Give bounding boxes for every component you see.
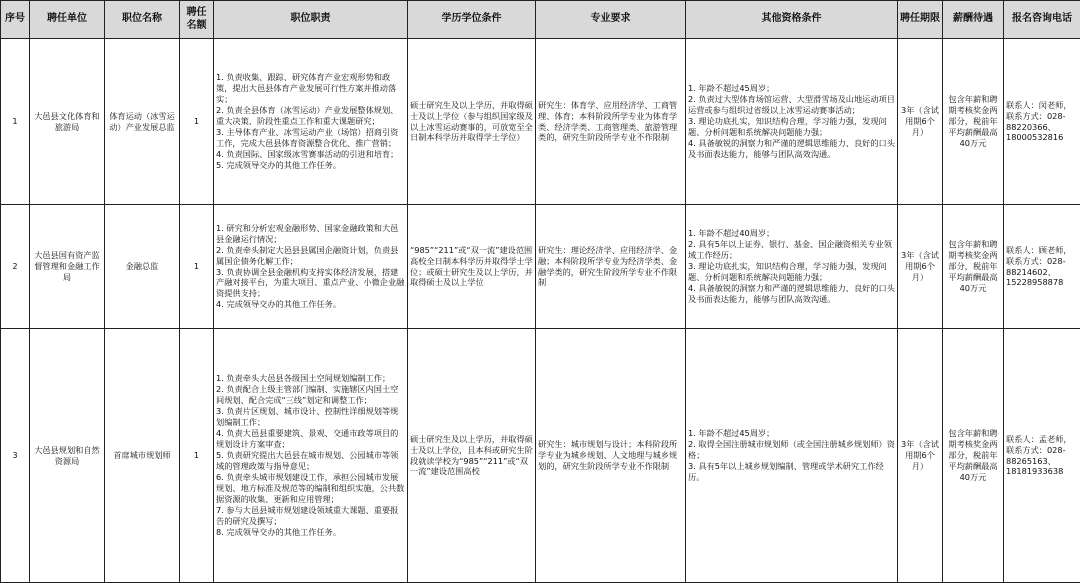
header-education: 学历学位条件 bbox=[408, 1, 536, 39]
duty-item: 3. 负责协调全县金融机构支持实体经济发展，搭建产融对接平台，为重大项目、重点产业、小微企业融资提供支持； bbox=[216, 267, 405, 300]
header-unit: 聘任单位 bbox=[30, 1, 105, 39]
other-item: 1. 年龄不超过40周岁； bbox=[688, 228, 895, 239]
row-salary: 包含年薪和聘期考核奖金两部分，税前年平均薪酬最高40万元 bbox=[943, 329, 1004, 583]
row-position: 金融总监 bbox=[105, 205, 180, 329]
row-duties bbox=[214, 205, 408, 329]
other-item: 2. 取得全国注册城市规划师（或全国注册城乡规划师）资格； bbox=[688, 439, 895, 461]
table-row bbox=[1, 205, 1080, 329]
header-position: 职位名称 bbox=[105, 1, 180, 39]
duty-item: 6. 负责牵头城市规划建设工作，承担公园城市发展规划、地方标准及规范等的编制和组织实施，公共数据资源的收集、更新和应用管理； bbox=[216, 472, 405, 505]
row-contact: 联系人：顾老师，联系方式：028-88214602、15228958878 bbox=[1004, 205, 1080, 329]
row-quota: 1 bbox=[180, 39, 214, 205]
other-item: 4. 具备敏锐的洞察力和严谨的逻辑思维能力、良好的口头及书面表达能力，能够与团队高效沟通。 bbox=[688, 283, 895, 305]
row-education: “985”“211”或“双一流”建设范围高校全日制本科学历并取得学士学位；或硕士研究生及以上学历，并取得硕士及以上学位 bbox=[408, 205, 536, 329]
row-duties bbox=[214, 39, 408, 205]
header-quota: 聘任名额 bbox=[180, 1, 214, 39]
row-quota: 1 bbox=[180, 329, 214, 583]
row-other bbox=[686, 329, 898, 583]
other-item: 1. 年龄不超过45周岁； bbox=[688, 428, 895, 439]
header-major: 专业要求 bbox=[536, 1, 686, 39]
row-contact: 联系人：闵老师，联系方式：028-88220366、18000532816 bbox=[1004, 39, 1080, 205]
header-no: 序号 bbox=[1, 1, 30, 39]
other-item: 4. 具备敏锐的洞察力和严谨的逻辑思维能力、良好的口头及书面表达能力，能够与团队高效沟通。 bbox=[688, 138, 895, 160]
row-no: 2 bbox=[1, 205, 30, 329]
row-position: 体育运动（冰雪运动）产业发展总监 bbox=[105, 39, 180, 205]
row-term: 3年（含试用期6个月） bbox=[898, 329, 943, 583]
row-term: 3年（含试用期6个月） bbox=[898, 205, 943, 329]
header-duties: 职位职责 bbox=[214, 1, 408, 39]
duty-item: 2. 负责全县体育（冰雪运动）产业发展整体规划、重大决策、阶段性重点工作和重大课题研究； bbox=[216, 105, 405, 127]
row-no: 1 bbox=[1, 39, 30, 205]
other-item: 1. 年龄不超过45周岁； bbox=[688, 83, 895, 94]
row-unit: 大邑县文化体育和旅游局 bbox=[30, 39, 105, 205]
duty-item: 2. 负责配合上级主管部门编制、实施辖区内国土空间规划、配合完成“三线”划定和调整工作； bbox=[216, 384, 405, 406]
table-row bbox=[1, 329, 1080, 583]
table-row bbox=[1, 39, 1080, 205]
duty-item: 5. 完成领导交办的其他工作任务。 bbox=[216, 160, 405, 171]
header-row bbox=[1, 1, 1080, 39]
other-item: 2. 具有5年以上证券、银行、基金、国企融资相关专业领域工作经历； bbox=[688, 239, 895, 261]
row-position: 首席城市规划师 bbox=[105, 329, 180, 583]
row-education: 硕士研究生及以上学历，并取得硕士及以上学位，且本科或研究生阶段就读学校为“985”“211”或“双一流”建设范围高校 bbox=[408, 329, 536, 583]
row-salary: 包含年薪和聘期考核奖金两部分，税前年平均薪酬最高40万元 bbox=[943, 205, 1004, 329]
row-unit: 大邑县国有资产监督管理和金融工作局 bbox=[30, 205, 105, 329]
row-other bbox=[686, 205, 898, 329]
other-item: 3. 理论功底扎实，知识结构合理，学习能力强，发现问题、分析问题和系统解决问题能力强； bbox=[688, 116, 895, 138]
row-education: 硕士研究生及以上学历，并取得硕士及以上学位（参与组织国家级及以上冰雪运动赛事的，可放宽至全日制本科学历并取得学士学位） bbox=[408, 39, 536, 205]
duty-item: 2. 负责牵头制定大邑县县属国企融资计划，负责县属国企债务化解工作； bbox=[216, 245, 405, 267]
row-major: 研究生：理论经济学、应用经济学、金融；本科阶段所学专业为经济学类、金融学类的，研究生阶段所学专业不作限制 bbox=[536, 205, 686, 329]
row-contact: 联系人：孟老师，联系方式：028-88265163、18181933638 bbox=[1004, 329, 1080, 583]
duty-item: 5. 负责研究提出大邑县在城市规划、公园城市等领域的管理政策与指导意见； bbox=[216, 450, 405, 472]
row-quota: 1 bbox=[180, 205, 214, 329]
header-salary: 薪酬待遇 bbox=[943, 1, 1004, 39]
row-salary: 包含年薪和聘期考核奖金两部分，税前年平均薪酬最高40万元 bbox=[943, 39, 1004, 205]
row-no: 3 bbox=[1, 329, 30, 583]
row-major: 研究生：体育学、应用经济学、工商管理、体育；本科阶段所学专业为体育学类、经济学类、工商管理类、旅游管理类的，研究生阶段所学专业不作限制 bbox=[536, 39, 686, 205]
duty-item: 4. 完成领导交办的其他工作任务。 bbox=[216, 299, 405, 310]
duty-item: 3. 负责片区规划、城市设计、控制性详细规划等规划编制工作； bbox=[216, 406, 405, 428]
duty-item: 1. 研究和分析宏观金融形势、国家金融政策和大邑县金融运行情况； bbox=[216, 223, 405, 245]
duty-item: 4. 负责大邑县重要建筑、景观、交通市政等项目的规划设计方案审查； bbox=[216, 428, 405, 450]
duty-item: 3. 主导体育产业、冰雪运动产业（场馆）招商引资工作，完成大邑县体育资源整合优化、推广营销； bbox=[216, 127, 405, 149]
duty-item: 8. 完成领导交办的其他工作任务。 bbox=[216, 527, 405, 538]
row-term: 3年（含试用期6个月） bbox=[898, 39, 943, 205]
duty-item: 4. 负责国际、国家级冰雪赛事活动的引进和培育； bbox=[216, 149, 405, 160]
other-item: 3. 具有5年以上城乡规划编制、管理或学术研究工作经历。 bbox=[688, 461, 895, 483]
header-term: 聘任期限 bbox=[898, 1, 943, 39]
header-other: 其他资格条件 bbox=[686, 1, 898, 39]
header-contact: 报名咨询电话 bbox=[1004, 1, 1080, 39]
other-item: 2. 负责过大型体育场馆运营、大型滑雪场及山地运动项目运营或参与组织过省级以上冰雪运动赛事活动； bbox=[688, 94, 895, 116]
row-major: 研究生：城市规划与设计；本科阶段所学专业为城乡规划、人文地理与城乡规划的，研究生阶段所学专业不作限制 bbox=[536, 329, 686, 583]
duty-item: 1. 负责牵头大邑县各级国土空间规划编制工作； bbox=[216, 373, 405, 384]
row-unit: 大邑县规划和自然资源局 bbox=[30, 329, 105, 583]
row-duties bbox=[214, 329, 408, 583]
duty-item: 7. 参与大邑县城市规划建设领域重大课题、重要报告的研究及撰写； bbox=[216, 505, 405, 527]
row-other bbox=[686, 39, 898, 205]
duty-item: 1. 负责收集、跟踪、研究体育产业宏观形势和政策，提出大邑县体育产业发展可行性方案并推动落实； bbox=[216, 72, 405, 105]
other-item: 3. 理论功底扎实，知识结构合理，学习能力强，发现问题、分析问题和系统解决问题能力强； bbox=[688, 261, 895, 283]
